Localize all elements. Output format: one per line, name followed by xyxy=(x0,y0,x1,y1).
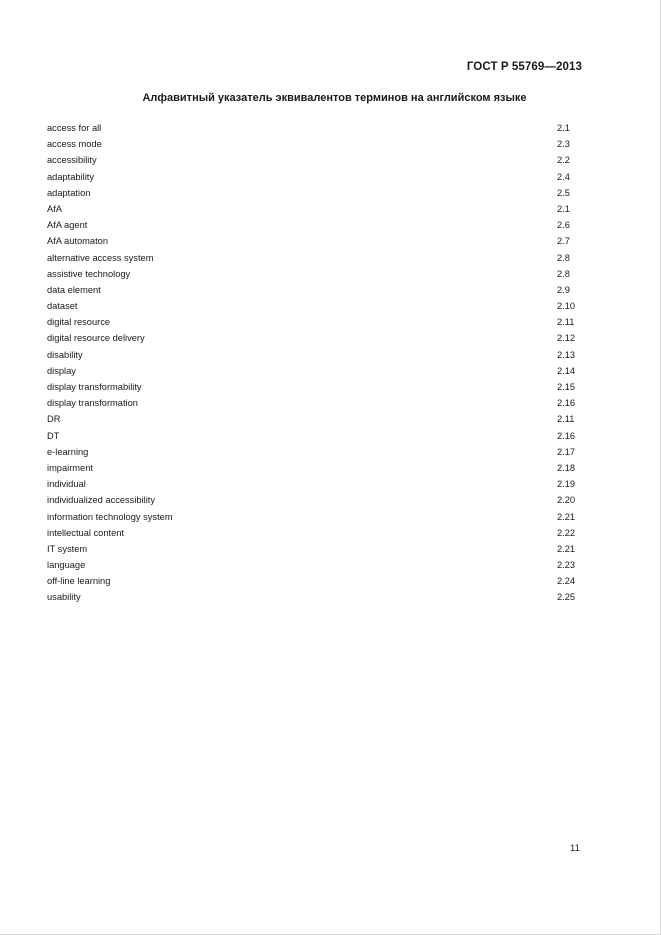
index-reference: 2.10 xyxy=(557,301,576,312)
index-entry xyxy=(47,347,577,363)
index-entry xyxy=(47,509,577,525)
index-entry xyxy=(47,476,577,492)
index-entry xyxy=(47,557,577,573)
index-term: AfA agent xyxy=(47,220,88,231)
page-number: 11 xyxy=(570,843,580,854)
index-reference: 2.9 xyxy=(557,284,570,295)
index-entry xyxy=(47,589,577,605)
index-reference: 2.15 xyxy=(557,382,576,392)
index-reference: 2.23 xyxy=(557,560,576,571)
index-reference: 2.20 xyxy=(557,495,576,506)
index-entry xyxy=(47,444,577,460)
index-entry xyxy=(47,266,577,282)
index-entry xyxy=(47,379,577,395)
index-entry xyxy=(47,428,577,444)
index-entry xyxy=(47,233,577,249)
index-term: access for all xyxy=(47,123,102,133)
index-term: display transformation xyxy=(47,398,138,409)
index-entry xyxy=(47,201,577,217)
index-term: AfA xyxy=(47,203,62,214)
index-term: alternative access system xyxy=(47,252,154,263)
index-term: digital resource delivery xyxy=(47,333,145,344)
index-reference: 2.3 xyxy=(557,139,570,150)
index-term: AfA automaton xyxy=(47,236,108,247)
index-reference: 2.25 xyxy=(557,592,576,603)
index-term: IT system xyxy=(47,543,88,554)
index-reference: 2.21 xyxy=(557,511,576,522)
index-entry xyxy=(47,525,577,541)
index-entry xyxy=(47,492,577,508)
index-reference: 2.8 xyxy=(557,268,570,279)
index-reference: 2.4 xyxy=(557,171,570,182)
index-term: e-learning xyxy=(47,446,89,457)
index-reference: 2.11 xyxy=(557,317,575,328)
index-term: DR xyxy=(47,414,61,425)
index-term: adaptation xyxy=(47,187,91,198)
index-term: language xyxy=(47,560,86,571)
index-entry xyxy=(47,330,577,346)
index-term: usability xyxy=(47,592,81,603)
index-list xyxy=(47,120,577,606)
index-reference: 2.13 xyxy=(557,349,576,360)
index-entry xyxy=(47,120,577,136)
index-entry xyxy=(47,217,577,233)
index-entry xyxy=(47,152,577,168)
index-entry xyxy=(47,541,577,557)
index-reference: 2.24 xyxy=(557,576,576,587)
index-entry xyxy=(47,460,577,476)
index-reference: 2.19 xyxy=(557,479,576,490)
index-term: disability xyxy=(47,349,83,360)
index-reference: 2.18 xyxy=(557,462,576,473)
index-reference: 2.8 xyxy=(557,252,570,263)
index-entry xyxy=(47,250,577,266)
index-term: digital resource xyxy=(47,317,111,328)
index-reference: 2.1 xyxy=(557,123,570,133)
index-reference: 2.16 xyxy=(557,430,576,441)
index-reference: 2.12 xyxy=(557,333,576,344)
index-reference: 2.21 xyxy=(557,543,576,554)
index-entry xyxy=(47,185,577,201)
document-code: ГОСТ Р 55769—2013 xyxy=(466,61,582,73)
index-term: impairment xyxy=(47,462,93,473)
index-term: DT xyxy=(47,430,60,441)
index-term: individualized accessibility xyxy=(47,495,155,506)
index-entry xyxy=(47,573,577,589)
index-term: dataset xyxy=(47,301,78,312)
index-term: display xyxy=(47,365,76,376)
index-reference: 2.1 xyxy=(557,203,570,214)
index-term: display transformability xyxy=(47,382,142,392)
index-reference: 2.7 xyxy=(557,236,570,247)
index-reference: 2.16 xyxy=(557,398,576,409)
index-term: assistive technology xyxy=(47,268,131,279)
index-entry xyxy=(47,411,577,427)
index-entry xyxy=(47,282,577,298)
index-reference: 2.17 xyxy=(557,446,576,457)
index-entry xyxy=(47,395,577,411)
index-entry xyxy=(47,314,577,330)
index-term: accessibility xyxy=(47,155,97,166)
index-reference: 2.14 xyxy=(557,365,576,376)
index-entry xyxy=(47,136,577,152)
index-term: information technology system xyxy=(47,511,173,522)
index-entry xyxy=(47,169,577,185)
index-term: individual xyxy=(47,479,86,490)
index-term: access mode xyxy=(47,139,102,150)
index-term: intellectual content xyxy=(47,527,125,538)
index-reference: 2.22 xyxy=(557,527,576,538)
index-reference: 2.2 xyxy=(557,155,570,166)
index-term: adaptability xyxy=(47,171,95,182)
index-term: data element xyxy=(47,284,101,295)
index-entry xyxy=(47,298,577,314)
index-reference: 2.11 xyxy=(557,414,575,425)
index-title: Алфавитный указатель эквивалентов терминов на английском языке xyxy=(142,92,527,104)
index-term: off-line learning xyxy=(47,576,111,587)
index-reference: 2.5 xyxy=(557,187,570,198)
index-entry xyxy=(47,363,577,379)
index-reference: 2.6 xyxy=(557,220,570,231)
